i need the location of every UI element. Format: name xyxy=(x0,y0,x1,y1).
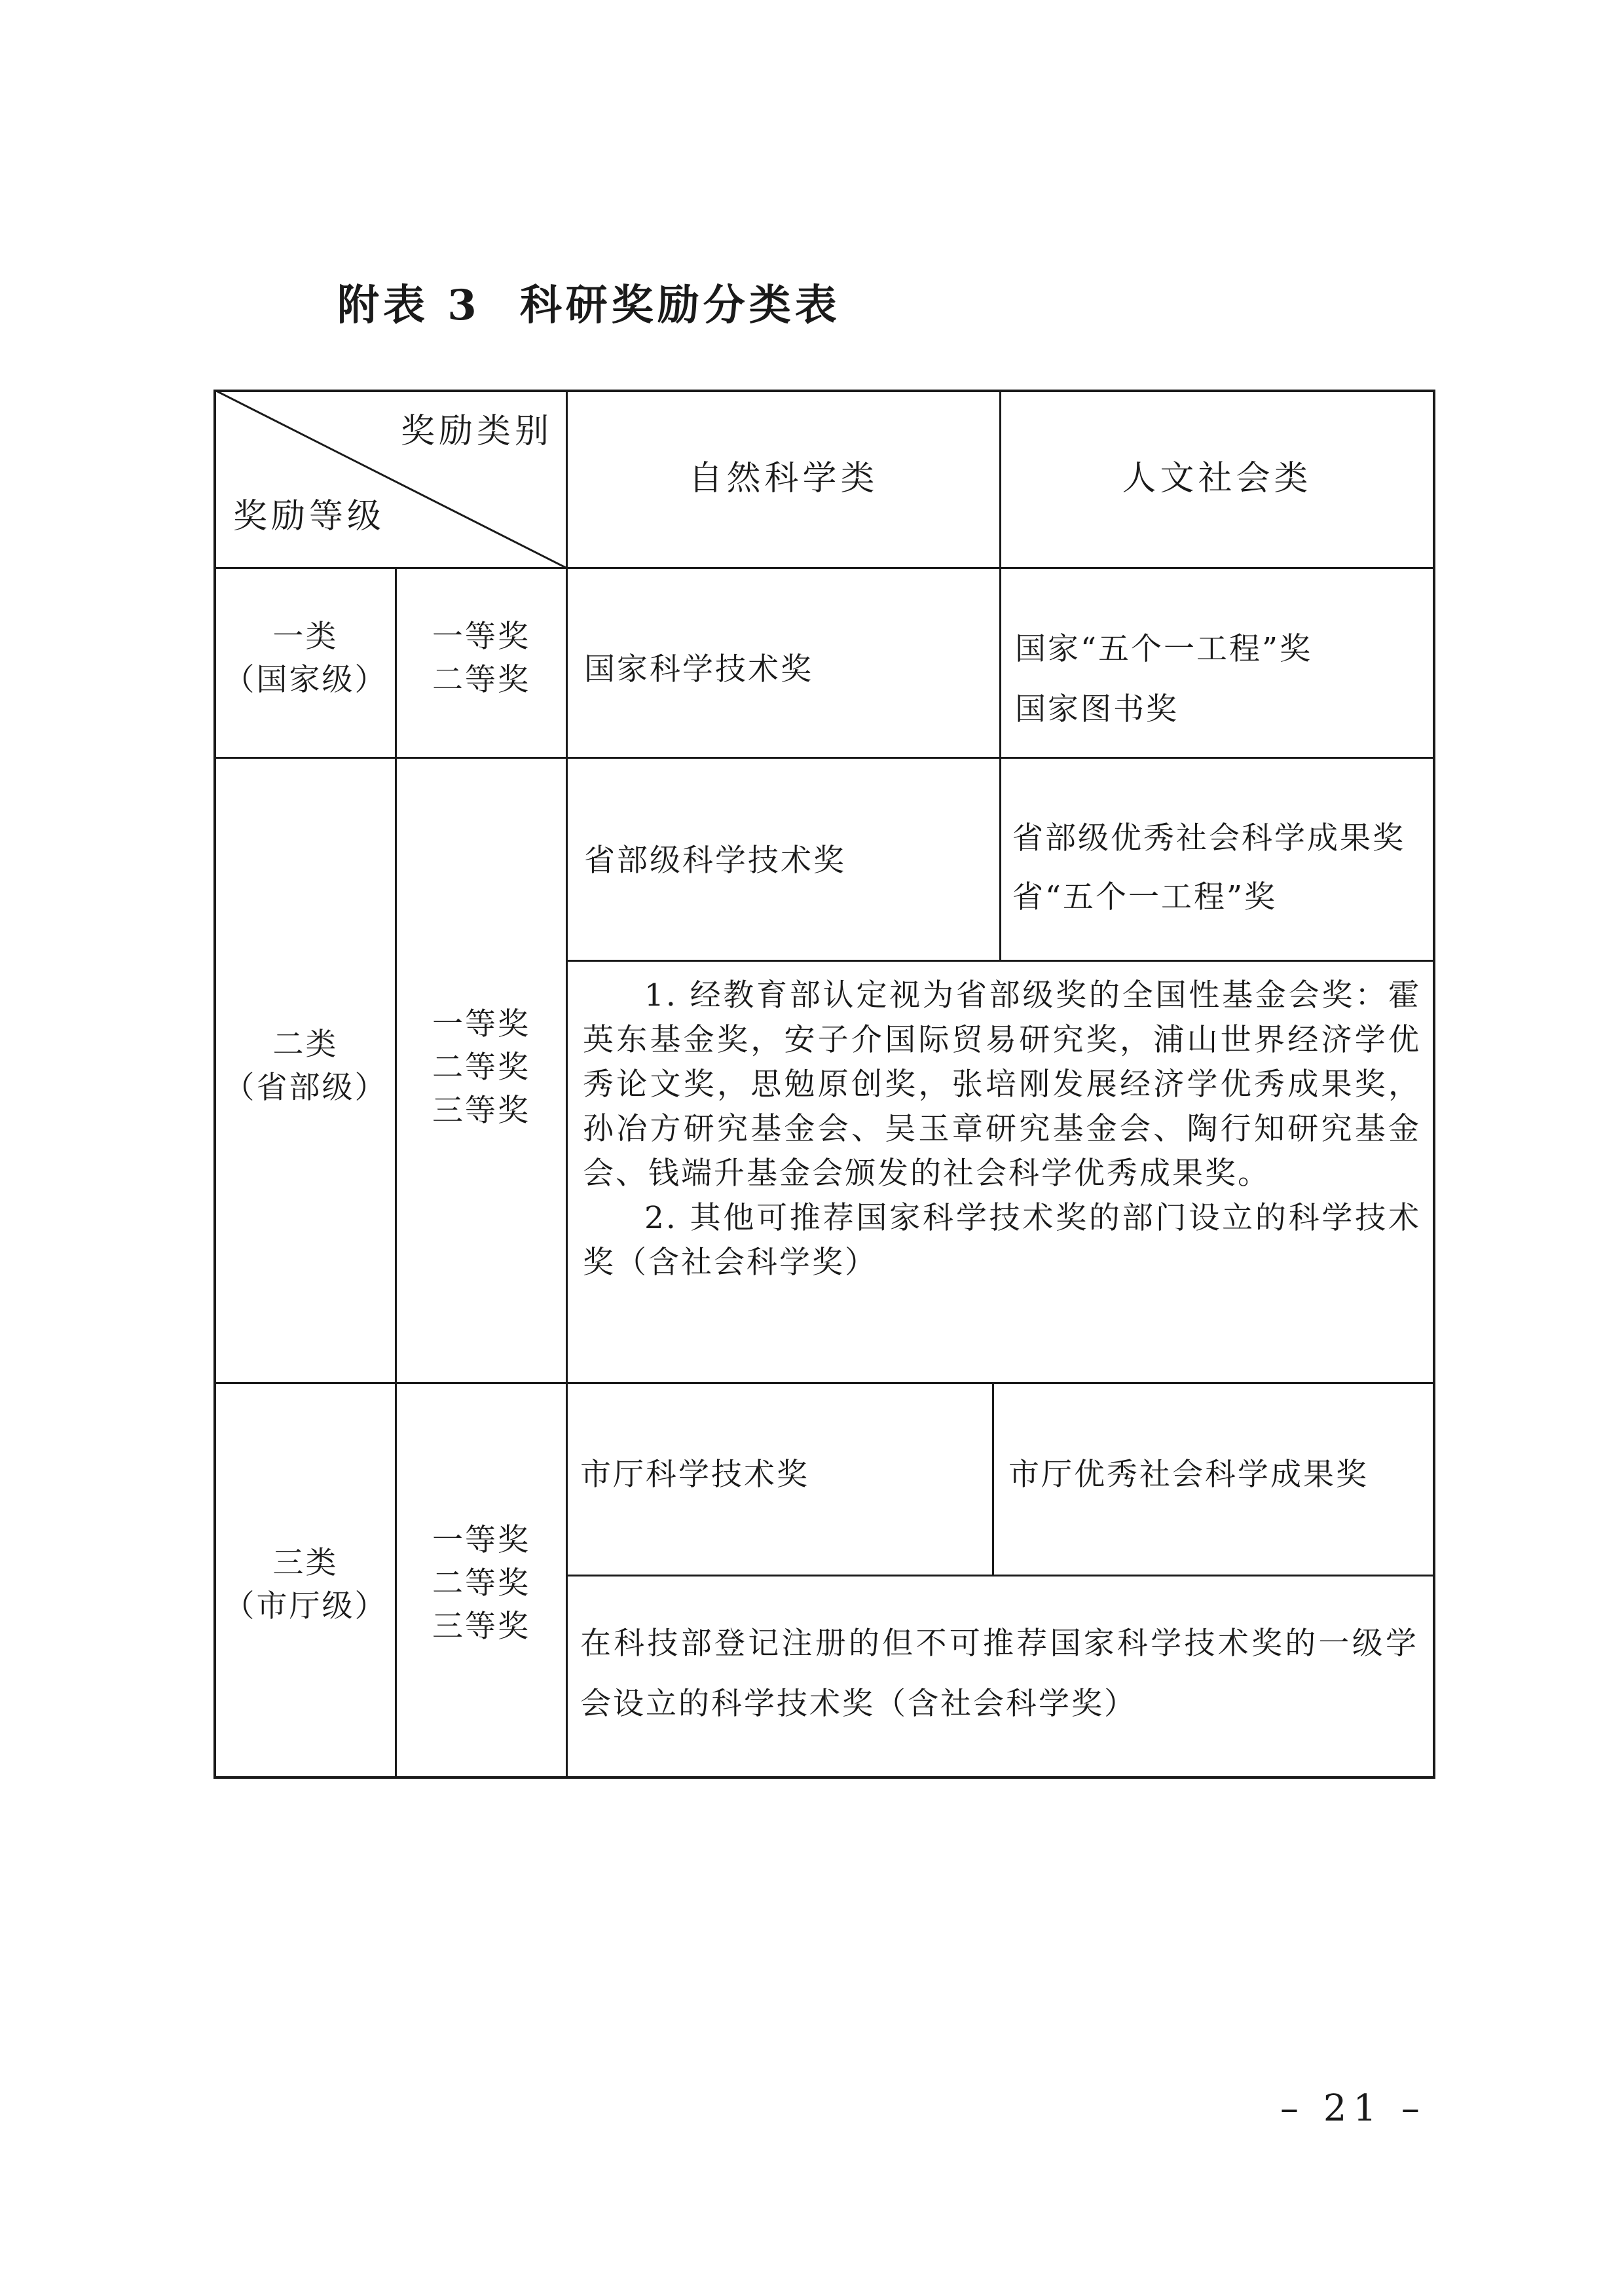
header-award-category: 奖励类别 xyxy=(401,412,553,451)
description-paragraph-2: 2. 其他可推荐国家科学技术奖的部门设立的科学技术奖（含社会科学奖） xyxy=(583,1200,1421,1281)
grade-item: 三等奖 xyxy=(432,1093,530,1129)
row1-level-scope: （国家级） xyxy=(223,662,388,698)
header-natural-science: 自然科学类 xyxy=(688,459,879,498)
grade-item: 二等奖 xyxy=(432,662,530,698)
row1-natural-award: 国家科学技术奖 xyxy=(584,651,813,687)
grade-item: 二等奖 xyxy=(432,1565,530,1601)
grade-item: 一等奖 xyxy=(432,619,530,655)
page-number: – 21 – xyxy=(1280,2087,1426,2130)
table-title: 科研奖励分类表 xyxy=(519,281,841,330)
grade-item: 一等奖 xyxy=(432,1006,530,1042)
grade-item: 一等奖 xyxy=(432,1522,530,1558)
header-award-level: 奖励等级 xyxy=(233,497,386,536)
row2-level-scope: （省部级） xyxy=(223,1070,388,1106)
row2-combined-description xyxy=(583,974,1421,1285)
row2-humanities-awards xyxy=(1012,809,1405,927)
award-item: 省部级优秀社会科学成果奖 xyxy=(1012,820,1405,856)
row3-level-scope: （市厅级） xyxy=(223,1588,388,1624)
row3-humanities-award: 市厅优秀社会科学成果奖 xyxy=(1008,1457,1369,1493)
row3-grades xyxy=(397,1519,566,1649)
row1-level xyxy=(216,615,395,702)
header-humanities: 人文社会类 xyxy=(1122,459,1312,498)
description-paragraph-1: 1. 经教育部认定视为省部级奖的全国性基金会奖：霍英东基金奖，安子介国际贸易研究奖，浦山世界经济学优秀论文奖，思勉原创奖，张培刚发展经济学优秀成果奖，孙冶方研究基金会、吴玉章研究基金会、陶行知研究基金会、钱端升基金会颁发的社会科学优秀成果奖。 xyxy=(583,977,1421,1192)
table-border-right xyxy=(1433,390,1435,1779)
row3-level xyxy=(216,1542,395,1628)
row3-natural-award: 市厅科学技术奖 xyxy=(580,1457,809,1493)
description-paragraph: 在科技部登记注册的但不可推荐国家科学技术奖的一级学会设立的科学技术奖（含社会科学奖） xyxy=(580,1626,1418,1722)
award-item: 国家“五个一工程”奖 xyxy=(1015,631,1313,667)
row-divider-1 xyxy=(216,757,1434,759)
row2-natural-award: 省部级科学技术奖 xyxy=(584,843,846,879)
row-divider-3a xyxy=(567,1575,1434,1576)
award-item: 省“五个一工程”奖 xyxy=(1012,879,1278,915)
row2-grades xyxy=(397,1003,566,1133)
col-divider-cat-3 xyxy=(992,1382,994,1576)
grade-item: 二等奖 xyxy=(432,1049,530,1085)
row-divider-2 xyxy=(216,1382,1434,1384)
row1-level-name: 一类 xyxy=(272,619,339,655)
row-divider-2a xyxy=(567,960,1434,962)
row1-humanities-awards xyxy=(1015,619,1312,740)
appendix-label: 附表 3 xyxy=(337,281,481,330)
row2-level-name: 二类 xyxy=(272,1027,339,1063)
col-divider-grade xyxy=(566,390,568,1777)
grade-item: 三等奖 xyxy=(432,1609,530,1645)
row2-level xyxy=(216,1023,395,1110)
row3-level-name: 三类 xyxy=(272,1545,339,1581)
row1-grades xyxy=(397,615,566,702)
award-item: 国家图书奖 xyxy=(1015,691,1179,727)
row3-combined-description xyxy=(580,1614,1418,1734)
document-title xyxy=(337,272,841,332)
